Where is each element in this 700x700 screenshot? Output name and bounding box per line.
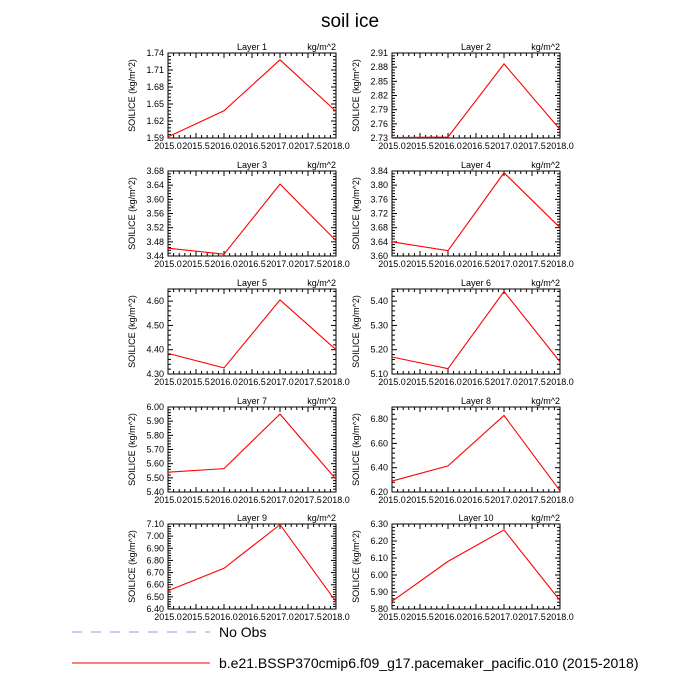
y-tick-label: 3.64 xyxy=(370,236,388,247)
panel-units: kg/m^2 xyxy=(307,278,336,288)
panel-units: kg/m^2 xyxy=(531,42,560,52)
y-tick-label: 1.59 xyxy=(146,133,164,143)
panel-layer-2 xyxy=(351,42,574,151)
y-tick-label: 6.70 xyxy=(146,567,164,578)
x-tick-label: 2015.5 xyxy=(182,612,210,622)
panel-title: Layer 2 xyxy=(460,42,492,52)
plot-frame xyxy=(392,53,560,138)
panel-layer-10 xyxy=(351,513,574,622)
legend-no-obs-label: No Obs xyxy=(219,624,267,640)
y-tick-label: 3.56 xyxy=(146,208,164,219)
panel-title: Layer 7 xyxy=(236,396,268,406)
x-tick-label: 2015.5 xyxy=(406,259,434,269)
x-tick-label: 2015.0 xyxy=(378,612,406,622)
panel-title: Layer 5 xyxy=(236,278,268,288)
y-tick-label: 1.65 xyxy=(146,99,164,109)
x-tick-label: 2015.0 xyxy=(154,377,182,387)
x-tick-label: 2016.0 xyxy=(210,141,238,151)
y-tick-label: 5.80 xyxy=(370,604,388,614)
y-tick-label: 1.74 xyxy=(146,48,164,58)
y-tick-label: 7.00 xyxy=(146,531,164,542)
x-tick-label: 2015.0 xyxy=(154,612,182,622)
plot-frame xyxy=(168,171,336,256)
y-tick-label: 5.40 xyxy=(146,487,164,497)
y-tick-label: 3.60 xyxy=(146,194,164,205)
x-tick-label: 2016.5 xyxy=(238,495,266,505)
panel-layer-6 xyxy=(351,278,574,387)
y-tick-label: 3.52 xyxy=(146,222,164,233)
x-tick-label: 2015.5 xyxy=(182,141,210,151)
panel-units: kg/m^2 xyxy=(307,396,336,406)
series-line xyxy=(168,300,336,368)
x-tick-label: 2016.0 xyxy=(210,495,238,505)
y-tick-label: 5.90 xyxy=(146,416,164,427)
x-tick-label: 2016.5 xyxy=(462,141,490,151)
y-tick-label: 5.30 xyxy=(370,320,388,331)
x-tick-label: 2018.0 xyxy=(322,141,350,151)
x-tick-label: 2018.0 xyxy=(322,377,350,387)
y-tick-label: 5.20 xyxy=(370,344,388,355)
y-axis-label: SOILICE (kg/m^2) xyxy=(127,295,137,368)
x-tick-label: 2016.5 xyxy=(462,377,490,387)
series-line xyxy=(168,60,336,137)
y-tick-label: 6.20 xyxy=(370,536,388,546)
plot-frame xyxy=(168,289,336,374)
x-tick-label: 2018.0 xyxy=(546,377,574,387)
x-tick-label: 2017.5 xyxy=(518,141,546,151)
x-tick-label: 2017.0 xyxy=(266,377,294,387)
x-tick-label: 2015.0 xyxy=(154,495,182,505)
panel-layer-9 xyxy=(127,513,350,622)
y-tick-label: 5.50 xyxy=(146,472,164,483)
x-tick-label: 2016.5 xyxy=(238,377,266,387)
series-line xyxy=(168,414,336,479)
y-tick-label: 5.90 xyxy=(370,587,388,597)
y-tick-label: 3.68 xyxy=(370,222,388,233)
x-tick-label: 2016.5 xyxy=(238,141,266,151)
x-tick-label: 2015.0 xyxy=(378,377,406,387)
x-tick-label: 2016.0 xyxy=(434,141,462,151)
x-tick-label: 2015.5 xyxy=(182,377,210,387)
x-tick-label: 2017.5 xyxy=(518,495,546,505)
legend xyxy=(72,624,639,671)
series-line xyxy=(392,291,560,368)
y-tick-label: 6.60 xyxy=(146,579,164,590)
x-tick-label: 2015.5 xyxy=(182,495,210,505)
x-tick-label: 2015.5 xyxy=(182,259,210,269)
x-tick-label: 2016.5 xyxy=(238,259,266,269)
x-tick-label: 2015.0 xyxy=(378,259,406,269)
x-tick-label: 2018.0 xyxy=(546,141,574,151)
x-tick-label: 2015.0 xyxy=(154,141,182,151)
y-tick-label: 5.10 xyxy=(370,369,388,379)
panel-layer-8 xyxy=(351,396,574,505)
legend-series-label: b.e21.BSSP370cmip6.f09_g17.pacemaker_pacific.010 (2015-2018) xyxy=(219,655,639,671)
panels xyxy=(127,42,574,622)
panel-units: kg/m^2 xyxy=(531,513,560,523)
y-axis-label: SOILICE (kg/m^2) xyxy=(351,413,361,486)
panel-title: Layer 6 xyxy=(460,278,492,288)
y-tick-label: 3.48 xyxy=(146,236,164,247)
x-tick-label: 2017.0 xyxy=(266,259,294,269)
y-tick-label: 6.40 xyxy=(370,462,388,473)
x-tick-label: 2017.0 xyxy=(266,495,294,505)
x-tick-label: 2015.5 xyxy=(406,495,434,505)
series-line xyxy=(392,416,560,491)
y-axis-label: SOILICE (kg/m^2) xyxy=(127,413,137,486)
y-tick-label: 6.90 xyxy=(146,543,164,554)
x-tick-label: 2017.5 xyxy=(294,612,322,622)
y-tick-label: 1.68 xyxy=(146,82,164,92)
panel-units: kg/m^2 xyxy=(531,396,560,406)
x-tick-label: 2018.0 xyxy=(322,612,350,622)
y-axis-label: SOILICE (kg/m^2) xyxy=(127,177,137,250)
series-line xyxy=(392,530,560,601)
y-tick-label: 1.71 xyxy=(146,65,164,75)
y-tick-label: 6.30 xyxy=(370,519,388,529)
y-tick-label: 3.60 xyxy=(370,251,388,261)
y-tick-label: 4.50 xyxy=(146,320,164,331)
panel-title: Layer 3 xyxy=(236,160,268,170)
x-tick-label: 2015.5 xyxy=(406,377,434,387)
y-tick-label: 3.64 xyxy=(146,180,164,191)
y-tick-label: 5.60 xyxy=(146,458,164,469)
y-tick-label: 3.72 xyxy=(370,208,388,219)
panel-layer-7 xyxy=(127,396,350,505)
y-tick-label: 5.40 xyxy=(370,296,388,307)
x-tick-label: 2016.0 xyxy=(434,377,462,387)
panel-title: Layer 9 xyxy=(236,513,268,523)
x-tick-label: 2016.5 xyxy=(462,612,490,622)
x-tick-label: 2017.5 xyxy=(518,612,546,622)
x-tick-label: 2017.0 xyxy=(490,377,518,387)
x-tick-label: 2015.0 xyxy=(378,495,406,505)
y-tick-label: 3.44 xyxy=(146,251,164,261)
x-tick-label: 2016.0 xyxy=(210,377,238,387)
x-tick-label: 2016.5 xyxy=(238,612,266,622)
y-tick-label: 6.60 xyxy=(370,438,388,449)
y-tick-label: 4.60 xyxy=(146,296,164,307)
x-tick-label: 2017.5 xyxy=(518,259,546,269)
x-tick-label: 2017.0 xyxy=(266,141,294,151)
panel-units: kg/m^2 xyxy=(307,42,336,52)
series-line xyxy=(392,64,560,138)
y-axis-label: SOILICE (kg/m^2) xyxy=(351,295,361,368)
panel-units: kg/m^2 xyxy=(531,278,560,288)
series-line xyxy=(168,184,336,254)
x-tick-label: 2018.0 xyxy=(546,259,574,269)
x-tick-label: 2016.5 xyxy=(462,259,490,269)
x-tick-label: 2015.0 xyxy=(154,259,182,269)
y-axis-label: SOILICE (kg/m^2) xyxy=(351,177,361,250)
x-tick-label: 2017.5 xyxy=(518,377,546,387)
y-tick-label: 3.84 xyxy=(370,166,388,176)
y-tick-label: 3.68 xyxy=(146,166,164,176)
panel-layer-3 xyxy=(127,160,350,269)
x-tick-label: 2016.0 xyxy=(434,259,462,269)
panel-units: kg/m^2 xyxy=(531,160,560,170)
y-tick-label: 2.85 xyxy=(370,76,388,87)
x-tick-label: 2015.0 xyxy=(378,141,406,151)
panel-title: Layer 10 xyxy=(458,513,494,523)
y-tick-label: 6.10 xyxy=(370,553,388,563)
y-tick-label: 2.88 xyxy=(370,62,388,73)
panel-layer-5 xyxy=(127,278,350,387)
x-tick-label: 2017.5 xyxy=(294,377,322,387)
panel-layer-4 xyxy=(351,160,574,269)
x-tick-label: 2018.0 xyxy=(322,259,350,269)
x-tick-label: 2016.0 xyxy=(210,612,238,622)
y-tick-label: 2.82 xyxy=(370,90,388,101)
x-tick-label: 2017.5 xyxy=(294,259,322,269)
y-tick-label: 6.20 xyxy=(370,487,388,497)
y-tick-label: 2.91 xyxy=(370,48,388,58)
x-tick-label: 2015.5 xyxy=(406,141,434,151)
panel-units: kg/m^2 xyxy=(307,160,336,170)
y-tick-label: 3.76 xyxy=(370,194,388,205)
x-tick-label: 2015.5 xyxy=(406,612,434,622)
x-tick-label: 2016.0 xyxy=(210,259,238,269)
x-tick-label: 2018.0 xyxy=(546,612,574,622)
y-tick-label: 1.62 xyxy=(146,116,164,126)
y-tick-label: 2.73 xyxy=(370,133,388,143)
x-tick-label: 2017.5 xyxy=(294,495,322,505)
x-tick-label: 2017.5 xyxy=(294,141,322,151)
panel-title: Layer 4 xyxy=(460,160,492,170)
y-tick-label: 7.10 xyxy=(146,519,164,529)
y-axis-label: SOILICE (kg/m^2) xyxy=(351,59,361,132)
y-tick-label: 3.80 xyxy=(370,180,388,191)
y-tick-label: 5.80 xyxy=(146,430,164,441)
y-tick-label: 2.79 xyxy=(370,104,388,115)
panel-units: kg/m^2 xyxy=(307,513,336,523)
y-tick-label: 6.00 xyxy=(146,402,164,412)
y-tick-label: 2.76 xyxy=(370,118,388,129)
y-tick-label: 4.30 xyxy=(146,369,164,379)
plot-frame xyxy=(392,524,560,609)
y-axis-label: SOILICE (kg/m^2) xyxy=(351,530,361,603)
plot-frame xyxy=(392,171,560,256)
y-tick-label: 6.50 xyxy=(146,591,164,602)
x-tick-label: 2017.0 xyxy=(490,259,518,269)
x-tick-label: 2017.0 xyxy=(266,612,294,622)
y-tick-label: 6.40 xyxy=(146,604,164,614)
series-line xyxy=(392,173,560,251)
y-axis-label: SOILICE (kg/m^2) xyxy=(127,59,137,132)
figure-title: soil ice xyxy=(320,11,380,32)
y-tick-label: 6.80 xyxy=(146,555,164,566)
panel-layer-1 xyxy=(127,42,350,151)
y-tick-label: 4.40 xyxy=(146,344,164,355)
x-tick-label: 2018.0 xyxy=(322,495,350,505)
x-tick-label: 2016.5 xyxy=(462,495,490,505)
x-tick-label: 2016.0 xyxy=(434,612,462,622)
x-tick-label: 2016.0 xyxy=(434,495,462,505)
y-tick-label: 6.80 xyxy=(370,414,388,425)
x-tick-label: 2017.0 xyxy=(490,612,518,622)
panel-title: Layer 1 xyxy=(236,42,268,52)
x-tick-label: 2018.0 xyxy=(546,495,574,505)
y-tick-label: 5.70 xyxy=(146,444,164,455)
y-axis-label: SOILICE (kg/m^2) xyxy=(127,530,137,603)
plot-frame xyxy=(392,289,560,374)
x-tick-label: 2017.0 xyxy=(490,495,518,505)
x-tick-label: 2017.0 xyxy=(490,141,518,151)
y-tick-label: 6.00 xyxy=(370,570,388,580)
panel-title: Layer 8 xyxy=(460,396,492,406)
plot-frame xyxy=(392,407,560,492)
series-line xyxy=(168,525,336,602)
